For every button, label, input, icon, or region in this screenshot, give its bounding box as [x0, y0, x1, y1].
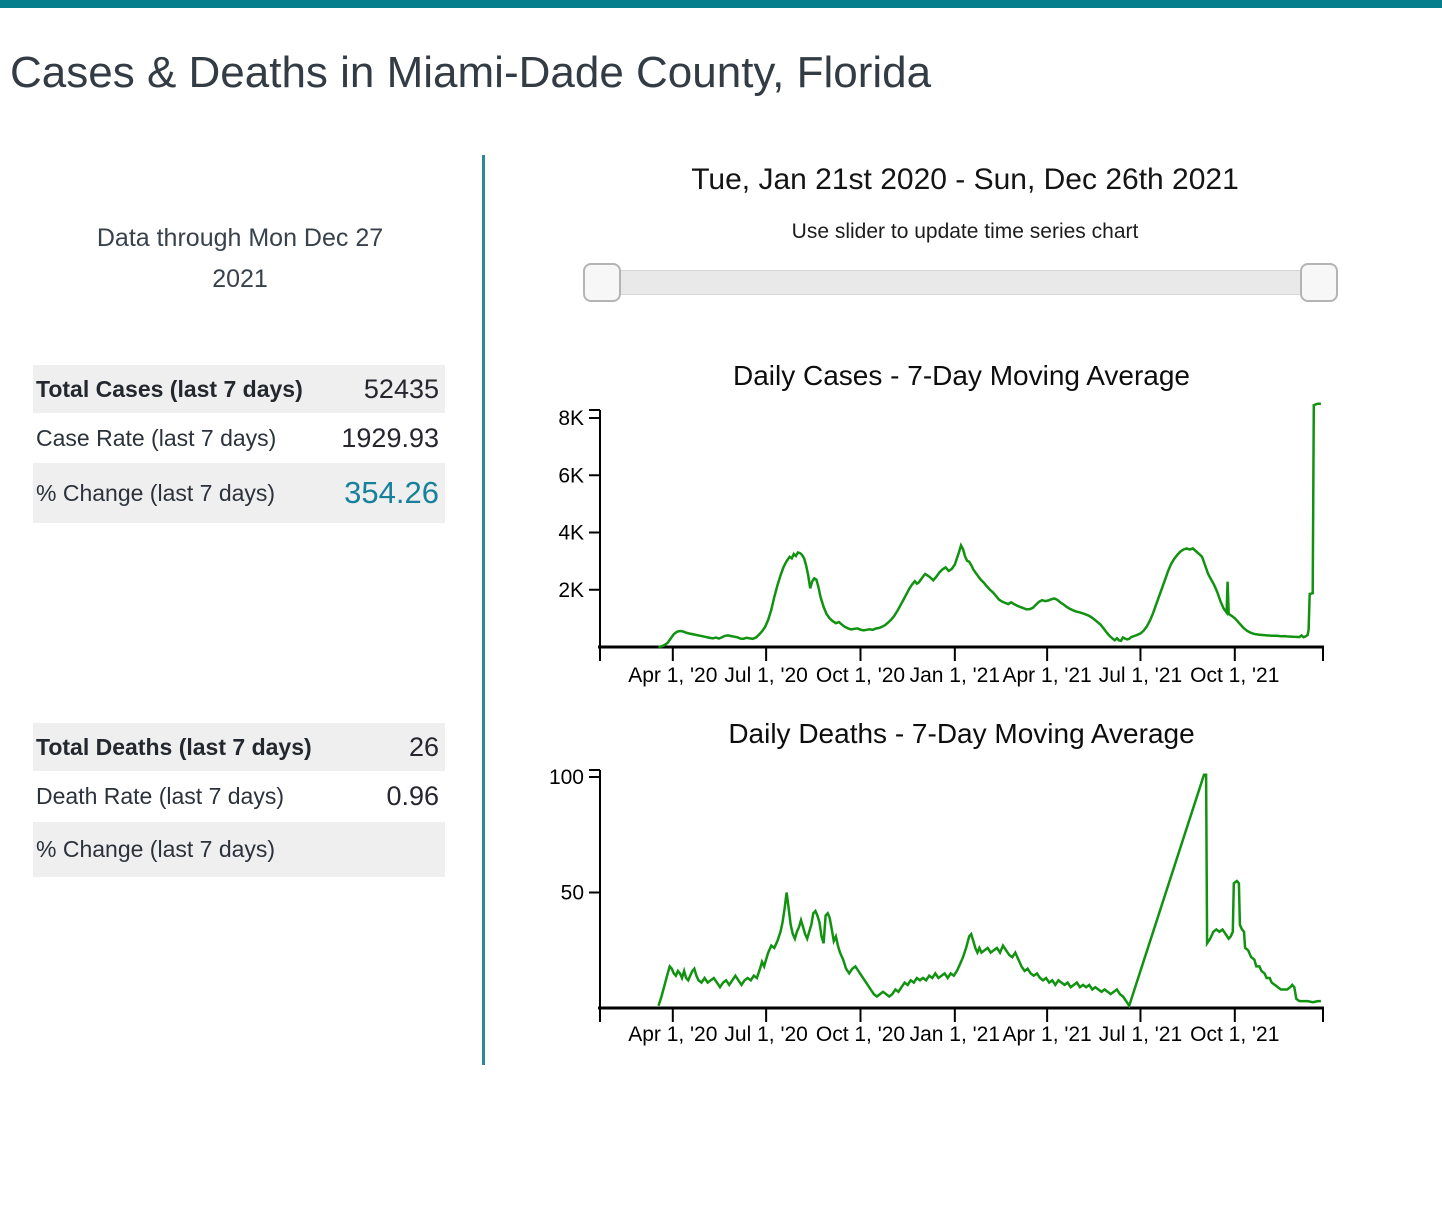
total-deaths-label: Total Deaths (last 7 days) [36, 733, 312, 760]
death-rate-value: 0.96 [386, 781, 439, 811]
page-title: Cases & Deaths in Miami-Dade County, Florida [10, 48, 932, 97]
total-cases-label: Total Cases (last 7 days) [36, 375, 303, 402]
cases-pct-change-value: 354.26 [344, 475, 439, 510]
x-tick-label: Apr 1, '20 [628, 1023, 718, 1046]
x-tick-label: Jul 1, '20 [724, 664, 808, 687]
daily-deaths-chart-title: Daily Deaths - 7-Day Moving Average [728, 718, 1195, 749]
y-tick-label: 8K [558, 407, 584, 430]
y-tick-label: 50 [560, 881, 584, 905]
x-tick-label: Apr 1, '20 [628, 664, 718, 687]
x-tick-label: Jan 1, '21 [909, 664, 1001, 687]
x-tick-label: Jul 1, '21 [1098, 664, 1183, 687]
daily-cases-chart-title: Daily Cases - 7-Day Moving Average [732, 360, 1190, 391]
daily-cases-chart [558, 404, 1324, 687]
x-tick-label: Jul 1, '21 [1098, 1023, 1183, 1046]
daily-cases-chart-line [659, 404, 1321, 647]
date-range-title: Tue, Jan 21st 2020 - Sun, Dec 26th 2021 [691, 163, 1239, 196]
x-tick-label: Apr 1, '21 [1002, 1023, 1092, 1046]
data-through-line1: Data through Mon Dec 27 [96, 224, 384, 252]
cases-pct-change-label: % Change (last 7 days) [36, 479, 276, 506]
x-tick-label: Apr 1, '21 [1002, 664, 1092, 687]
y-tick-label: 2K [558, 578, 584, 602]
x-tick-label: Oct 1, '20 [815, 1023, 906, 1046]
deaths-pct-change-label: % Change (last 7 days) [36, 836, 276, 862]
daily-deaths-chart [549, 766, 1324, 1046]
case-rate-label: Case Rate (last 7 days) [36, 424, 277, 451]
daily-deaths-chart-line [659, 775, 1321, 1006]
x-tick-label: Oct 1, '20 [815, 664, 906, 687]
y-tick-label: 6K [558, 464, 584, 488]
x-tick-label: Oct 1, '21 [1190, 664, 1280, 687]
x-tick-label: Jan 1, '21 [909, 1023, 1001, 1046]
y-tick-label: 100 [548, 766, 584, 789]
total-deaths-value: 26 [408, 731, 439, 762]
x-tick-label: Jul 1, '20 [724, 1023, 808, 1046]
total-cases-value: 52435 [363, 373, 439, 404]
case-rate-value: 1929.93 [341, 422, 439, 453]
death-rate-label: Death Rate (last 7 days) [36, 783, 285, 809]
x-tick-label: Oct 1, '21 [1190, 1023, 1280, 1046]
slider-hint: Use slider to update time series chart [791, 220, 1139, 243]
data-through-line2: 2021 [212, 265, 268, 293]
y-tick-label: 4K [558, 521, 584, 545]
